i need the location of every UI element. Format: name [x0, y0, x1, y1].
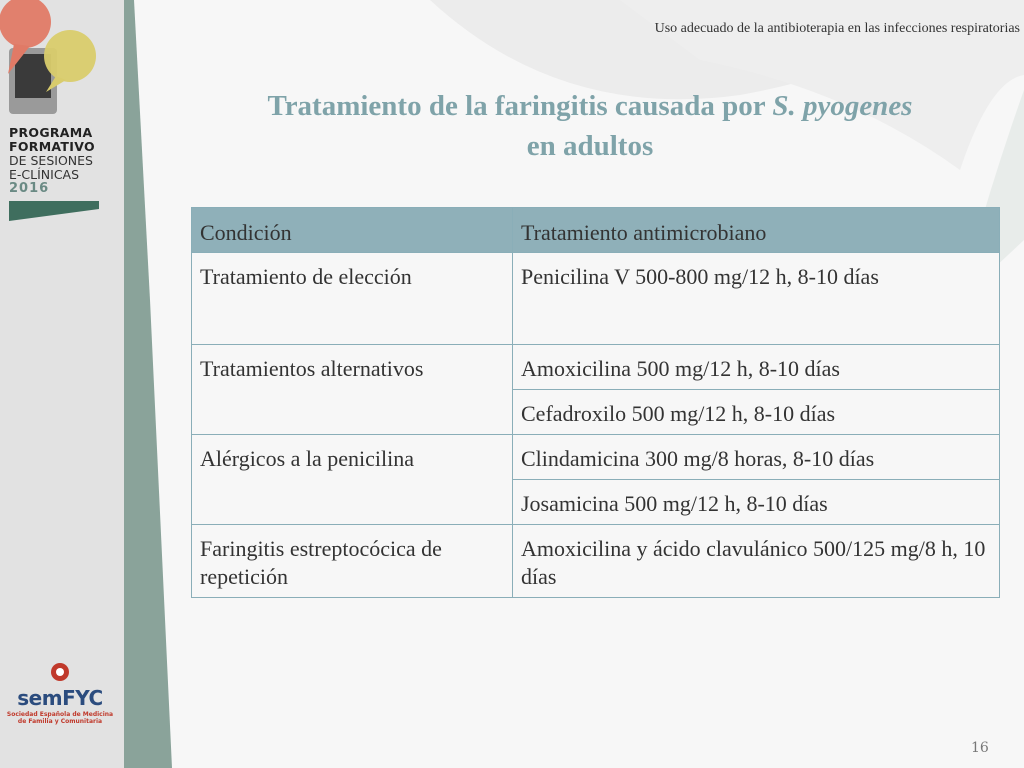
- page-number: 16: [971, 740, 989, 756]
- semfyc-subtitle-2: de Familia y Comunitaria: [17, 718, 103, 725]
- treatment-cell: Clindamicina 300 mg/8 horas, 8-10 días: [513, 435, 1000, 480]
- table-header-row: [192, 208, 1000, 253]
- semfyc-emblem-icon: [47, 662, 73, 682]
- condition-cell: Faringitis estreptocócica de repetición: [192, 525, 513, 598]
- treatment-cell: Amoxicilina y ácido clavulánico 500/125 mg/8 h, 10 días: [513, 525, 1000, 598]
- green-bar: [0, 199, 124, 223]
- table-row: [192, 253, 1000, 345]
- treatment-cell: Cefadroxilo 500 mg/12 h, 8-10 días: [513, 390, 1000, 435]
- treatment-cell: Josamicina 500 mg/12 h, 8-10 días: [513, 480, 1000, 525]
- table-row: [192, 435, 1000, 480]
- semfyc-wordmark: semFYC: [17, 686, 103, 710]
- program-logo: [0, 0, 124, 125]
- sidebar: [0, 0, 124, 768]
- speech-bubble-red: [0, 0, 51, 48]
- title-line-2: en adultos: [526, 130, 654, 162]
- table-row: [192, 345, 1000, 390]
- program-line-1: PROGRAMA: [9, 125, 93, 140]
- program-line-3: DE SESIONES: [9, 153, 93, 168]
- condition-cell: Tratamiento de elección: [192, 253, 513, 345]
- slide-header: Uso adecuado de la antibioterapia en las infecciones respiratorias: [654, 21, 1020, 36]
- treatment-cell: Amoxicilina 500 mg/12 h, 8-10 días: [513, 345, 1000, 390]
- condition-cell: Alérgicos a la penicilina: [192, 435, 513, 525]
- semfyc-logo: [5, 662, 115, 725]
- program-line-2: FORMATIVO: [9, 139, 95, 154]
- sidebar-stripe: [124, 0, 172, 768]
- program-line-4: E-CLÍNICAS: [9, 167, 80, 182]
- condition-cell: Tratamientos alternativos: [192, 345, 513, 435]
- speech-bubble-yellow: [44, 30, 96, 82]
- semfyc-subtitle-1: Sociedad Española de Medicina: [6, 711, 114, 718]
- table-row: [192, 525, 1000, 598]
- treatment-cell: Penicilina V 500-800 mg/12 h, 8-10 días: [513, 253, 1000, 345]
- title-prefix: Tratamiento de la faringitis causada por: [267, 90, 773, 122]
- program-year: 2016: [9, 181, 50, 196]
- header-treatment: Tratamiento antimicrobiano: [513, 208, 1000, 253]
- title-organism: S. pyogenes: [772, 90, 913, 122]
- treatment-table: [191, 207, 1000, 598]
- header-condition: Condición: [192, 208, 513, 253]
- slide-title: [195, 86, 985, 166]
- program-title: [9, 126, 95, 196]
